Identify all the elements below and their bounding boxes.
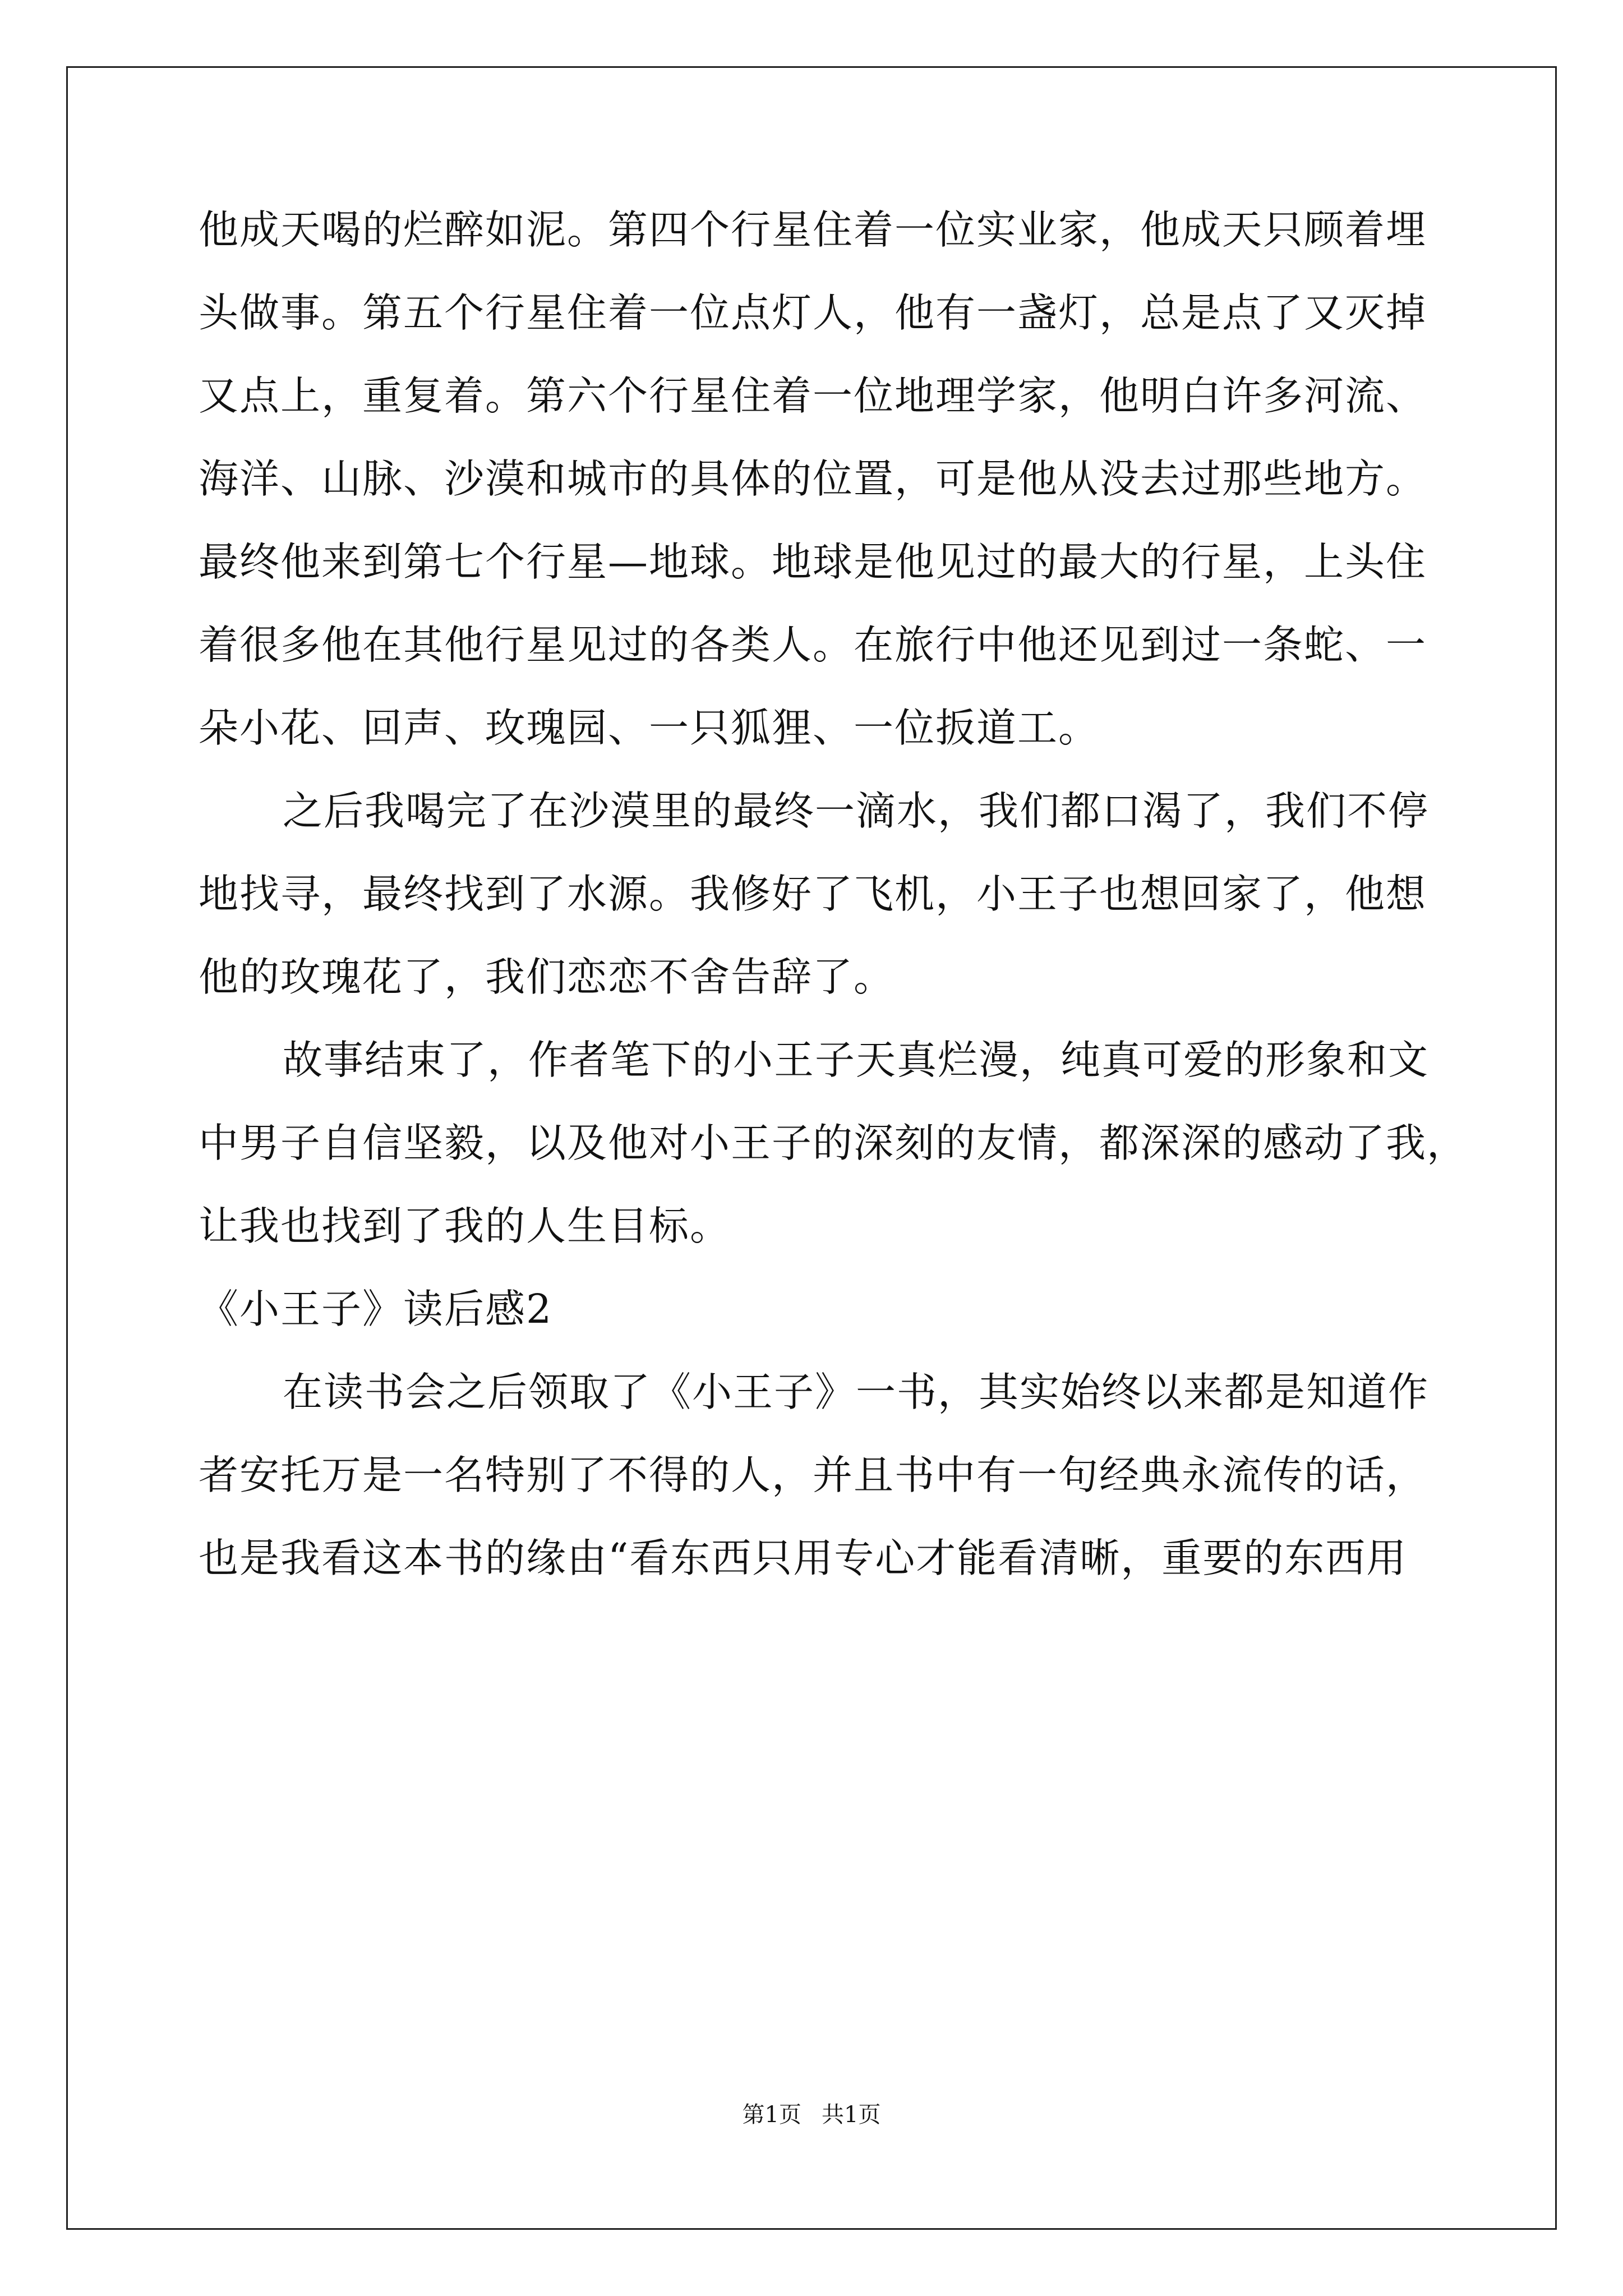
page-number-total: 共1页 (822, 2102, 881, 2128)
text-line: 他成天喝的烂醉如泥。第四个行星住着一位实业家，他成天只顾着埋 (199, 206, 1427, 253)
text-line: 者安托万是一名特别了不得的人，并且书中有一句经典永流传的话， (199, 1452, 1427, 1498)
text-line: 着很多他在其他行星见过的各类人。在旅行中他还见到过一条蛇、一 (199, 622, 1427, 668)
section-heading: 《小王子》读后感2 (199, 1286, 553, 1332)
text-line: 地找寻，最终找到了水源。我修好了飞机，小王子也想回家了，他想 (199, 871, 1427, 917)
paragraph-start-line: 之后我喝完了在沙漠里的最终一滴水，我们都口渴了，我们不停 (283, 788, 1430, 834)
page-footer (0, 2098, 1623, 2132)
page-number-current: 第1页 (742, 2102, 801, 2128)
text-line: 他的玫瑰花了，我们恋恋不舍告辞了。 (199, 954, 895, 1000)
paragraph-start-line: 在读书会之后领取了《小王子》一书，其实始终以来都是知道作 (283, 1369, 1430, 1415)
text-line: 朵小花、回声、玫瑰园、一只狐狸、一位扳道工。 (199, 705, 1100, 751)
text-line: 海洋、山脉、沙漠和城市的具体的位置，可是他从没去过那些地方。 (199, 455, 1427, 502)
text-line: 让我也找到了我的人生目标。 (199, 1203, 731, 1249)
paragraph-start-line: 故事结束了，作者笔下的小王子天真烂漫，纯真可爱的形象和文 (283, 1037, 1430, 1083)
text-line: 最终他来到第七个行星—地球。地球是他见过的最大的行星，上头住 (199, 539, 1427, 585)
text-line: 又点上，重复着。第六个行星住着一位地理学家，他明白许多河流、 (199, 372, 1427, 419)
text-line: 中男子自信坚毅，以及他对小王子的深刻的友情，都深深的感动了我， (199, 1120, 1468, 1166)
text-line: 也是我看这本书的缘由“看东西只用专心才能看清晰，重要的东西用 (199, 1535, 1408, 1581)
text-line: 头做事。第五个行星住着一位点灯人，他有一盏灯，总是点了又灭掉 (199, 289, 1427, 336)
